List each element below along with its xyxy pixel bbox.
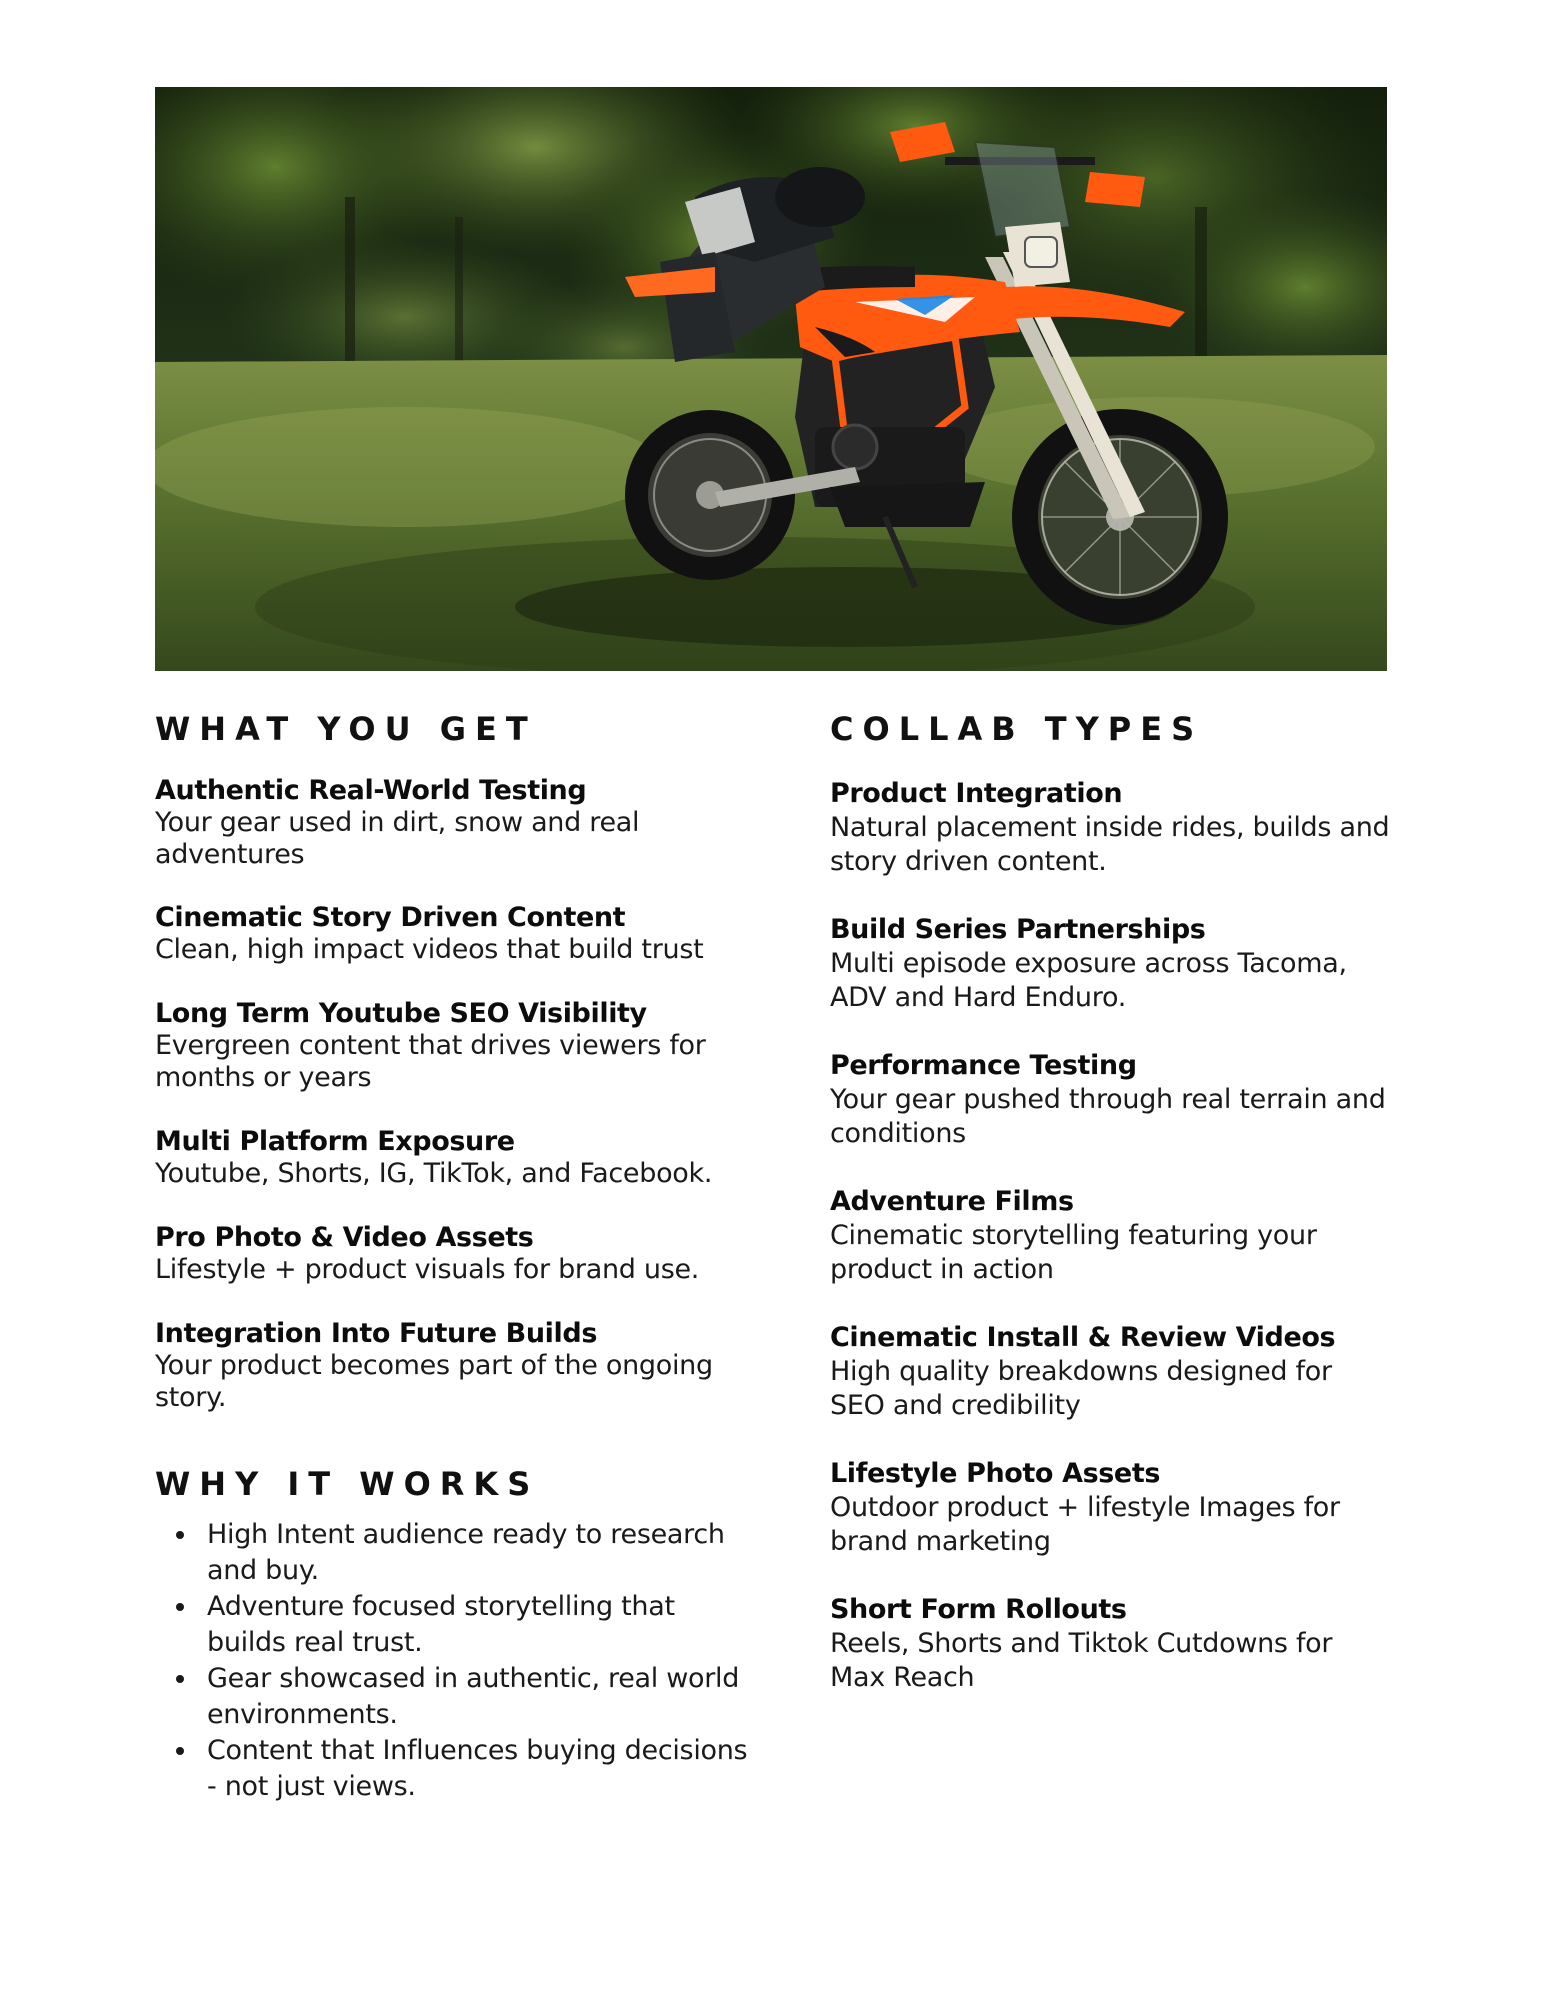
bullet-icon [176, 1603, 184, 1611]
benefit-title: Authentic Real-World Testing [155, 775, 587, 806]
list-item-text: Gear showcased in authentic, real world environments. [207, 1663, 740, 1730]
benefit-title: Cinematic Story Driven Content [155, 902, 626, 933]
what-you-get-heading: WHAT YOU GET [155, 710, 537, 748]
collab-description: Outdoor product + lifestyle Images for brand marketing [830, 1492, 1340, 1557]
collab-item [830, 777, 1390, 879]
benefit-description: Clean, high impact videos that build trust [155, 934, 704, 965]
benefit-title: Long Term Youtube SEO Visibility [155, 998, 647, 1029]
hero-photo [155, 87, 1387, 671]
collab-title: Build Series Partnerships [830, 914, 1206, 945]
collab-title: Cinematic Install & Review Videos [830, 1322, 1336, 1353]
benefit-description: Youtube, Shorts, IG, TikTok, and Facebook. [155, 1158, 713, 1189]
benefit-item [155, 1126, 755, 1190]
collab-title: Adventure Films [830, 1186, 1074, 1217]
collab-description: Your gear pushed through real terrain and conditions [830, 1084, 1386, 1149]
benefit-title: Integration Into Future Builds [155, 1318, 597, 1349]
benefit-item [155, 998, 715, 1094]
list-item [207, 1661, 755, 1733]
collab-item [830, 1593, 1390, 1695]
collab-item [830, 1321, 1390, 1423]
bullet-icon [176, 1531, 184, 1539]
collab-item [830, 1185, 1330, 1287]
list-item [207, 1733, 755, 1805]
collab-description: Natural placement inside rides, builds and story driven content. [830, 812, 1390, 877]
benefit-title: Pro Photo & Video Assets [155, 1222, 534, 1253]
benefit-description: Your gear used in dirt, snow and real adventures [155, 807, 640, 870]
why-it-works-list [155, 1517, 755, 1805]
collab-description: Multi episode exposure across Tacoma, ADV and Hard Enduro. [830, 948, 1347, 1013]
collab-item [830, 1457, 1350, 1559]
list-item [207, 1517, 755, 1589]
collab-item [830, 913, 1390, 1015]
benefit-item [155, 1222, 755, 1286]
bullet-icon [176, 1675, 184, 1683]
collab-description: High quality breakdowns designed for SEO and credibility [830, 1356, 1332, 1421]
collab-description: Cinematic storytelling featuring your product in action [830, 1220, 1317, 1285]
collab-item [830, 1049, 1390, 1151]
collab-title: Performance Testing [830, 1050, 1137, 1081]
benefit-item [155, 775, 715, 871]
list-item-text: Content that Influences buying decisions - not just views. [207, 1735, 748, 1802]
collab-title: Product Integration [830, 778, 1123, 809]
collab-title: Short Form Rollouts [830, 1594, 1127, 1625]
collab-title: Lifestyle Photo Assets [830, 1458, 1161, 1489]
collab-types-heading: COLLAB TYPES [830, 710, 1204, 748]
benefit-description: Your product becomes part of the ongoing story. [155, 1350, 713, 1413]
bullet-icon [176, 1747, 184, 1755]
benefit-description: Lifestyle + product visuals for brand use. [155, 1254, 700, 1285]
benefit-title: Multi Platform Exposure [155, 1126, 515, 1157]
benefit-description: Evergreen content that drives viewers for months or years [155, 1030, 706, 1093]
collab-description: Reels, Shorts and Tiktok Cutdowns for Max Reach [830, 1628, 1333, 1693]
benefit-item [155, 902, 755, 966]
why-it-works-heading: WHY IT WORKS [155, 1465, 540, 1503]
motorcycle-photo-illustration [155, 87, 1387, 671]
list-item [207, 1589, 755, 1661]
list-item-text: Adventure focused storytelling that builds real trust. [207, 1591, 675, 1658]
list-item-text: High Intent audience ready to research and buy. [207, 1519, 725, 1586]
benefit-item [155, 1318, 715, 1414]
